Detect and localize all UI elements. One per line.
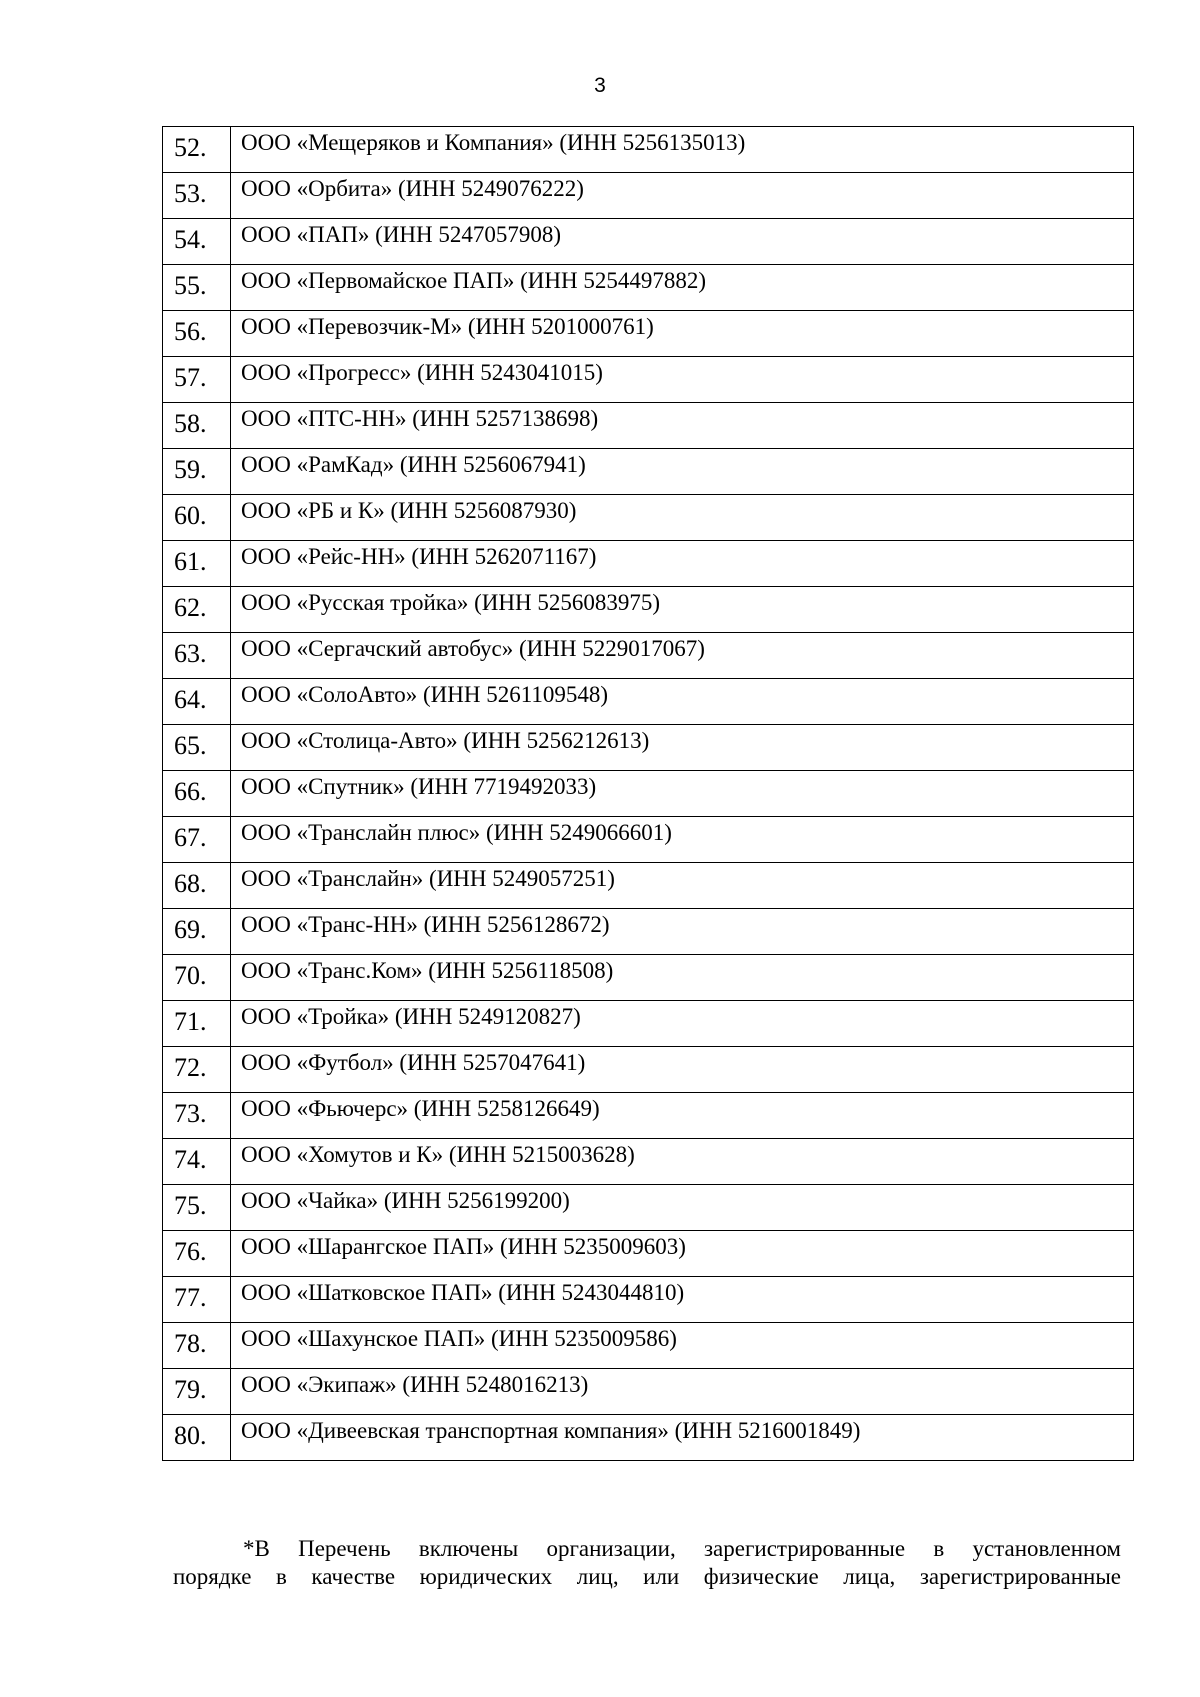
footnote [173,1535,1121,1591]
organization-name: ООО «Прогресс» (ИНН 5243041015) [231,357,1134,403]
table-row [163,541,1134,587]
row-number: 56. [163,311,231,357]
organization-name: ООО «Спутник» (ИНН 7719492033) [231,771,1134,817]
row-number: 67. [163,817,231,863]
organization-name: ООО «Шатковское ПАП» (ИНН 5243044810) [231,1277,1134,1323]
row-number: 76. [163,1231,231,1277]
table-row [163,449,1134,495]
organization-name: ООО «Тройка» (ИНН 5249120827) [231,1001,1134,1047]
row-number: 74. [163,1139,231,1185]
table-row [163,127,1134,173]
table-row [163,1185,1134,1231]
row-number: 79. [163,1369,231,1415]
table-row [163,679,1134,725]
row-number: 58. [163,403,231,449]
organization-name: ООО «РамКад» (ИНН 5256067941) [231,449,1134,495]
organization-name: ООО «Столица-Авто» (ИНН 5256212613) [231,725,1134,771]
row-number: 69. [163,909,231,955]
table-row [163,771,1134,817]
row-number: 52. [163,127,231,173]
organization-name: ООО «Мещеряков и Компания» (ИНН 5256135013) [231,127,1134,173]
table-row [163,1001,1134,1047]
row-number: 72. [163,1047,231,1093]
footnote-line-2: порядке в качестве юридических лиц, или физические лица, зарегистрированные [173,1564,1121,1589]
organization-name: ООО «Сергачский автобус» (ИНН 5229017067) [231,633,1134,679]
table-row [163,633,1134,679]
row-number: 77. [163,1277,231,1323]
row-number: 78. [163,1323,231,1369]
organization-name: ООО «Чайка» (ИНН 5256199200) [231,1185,1134,1231]
table-row [163,1093,1134,1139]
table-row [163,1139,1134,1185]
organization-name: ООО «Футбол» (ИНН 5257047641) [231,1047,1134,1093]
organization-name: ООО «Рейс-НН» (ИНН 5262071167) [231,541,1134,587]
table-row [163,1047,1134,1093]
row-number: 66. [163,771,231,817]
row-number: 80. [163,1415,231,1461]
organization-name: ООО «Экипаж» (ИНН 5248016213) [231,1369,1134,1415]
organization-name: ООО «Транслайн» (ИНН 5249057251) [231,863,1134,909]
organization-name: ООО «Орбита» (ИНН 5249076222) [231,173,1134,219]
row-number: 57. [163,357,231,403]
table-row [163,357,1134,403]
row-number: 68. [163,863,231,909]
table-row [163,173,1134,219]
row-number: 64. [163,679,231,725]
page-number: 3 [594,74,606,97]
row-number: 61. [163,541,231,587]
table-row [163,863,1134,909]
table-row [163,1415,1134,1461]
organization-name: ООО «РБ и К» (ИНН 5256087930) [231,495,1134,541]
organization-name: ООО «ПТС-НН» (ИНН 5257138698) [231,403,1134,449]
organization-name: ООО «Дивеевская транспортная компания» (ИНН 5216001849) [231,1415,1134,1461]
row-number: 73. [163,1093,231,1139]
row-number: 75. [163,1185,231,1231]
table-row [163,265,1134,311]
organizations-table [162,126,1134,1461]
table-row [163,955,1134,1001]
footnote-line-1: *В Перечень включены организации, зарегистрированные в установленном [243,1536,1121,1561]
organization-name: ООО «Транслайн плюс» (ИНН 5249066601) [231,817,1134,863]
table-row [163,1231,1134,1277]
organization-name: ООО «ПАП» (ИНН 5247057908) [231,219,1134,265]
row-number: 54. [163,219,231,265]
table-row [163,1369,1134,1415]
row-number: 65. [163,725,231,771]
table-row [163,587,1134,633]
organization-name: ООО «Фьючерс» (ИНН 5258126649) [231,1093,1134,1139]
row-number: 55. [163,265,231,311]
table-row [163,817,1134,863]
row-number: 59. [163,449,231,495]
organization-name: ООО «Русская тройка» (ИНН 5256083975) [231,587,1134,633]
organization-name: ООО «Перевозчик-М» (ИНН 5201000761) [231,311,1134,357]
row-number: 70. [163,955,231,1001]
row-number: 63. [163,633,231,679]
row-number: 71. [163,1001,231,1047]
table-row [163,1323,1134,1369]
organization-name: ООО «Шахунское ПАП» (ИНН 5235009586) [231,1323,1134,1369]
organization-name: ООО «Шарангское ПАП» (ИНН 5235009603) [231,1231,1134,1277]
row-number: 53. [163,173,231,219]
table-row [163,909,1134,955]
row-number: 60. [163,495,231,541]
organization-name: ООО «Первомайское ПАП» (ИНН 5254497882) [231,265,1134,311]
table-row [163,219,1134,265]
row-number: 62. [163,587,231,633]
organization-name: ООО «СолоАвто» (ИНН 5261109548) [231,679,1134,725]
table-row [163,311,1134,357]
organization-name: ООО «Транс-НН» (ИНН 5256128672) [231,909,1134,955]
table-row [163,725,1134,771]
organization-name: ООО «Хомутов и К» (ИНН 5215003628) [231,1139,1134,1185]
organizations-table-body [163,127,1134,1461]
organization-name: ООО «Транс.Ком» (ИНН 5256118508) [231,955,1134,1001]
table-row [163,495,1134,541]
table-row [163,1277,1134,1323]
table-row [163,403,1134,449]
